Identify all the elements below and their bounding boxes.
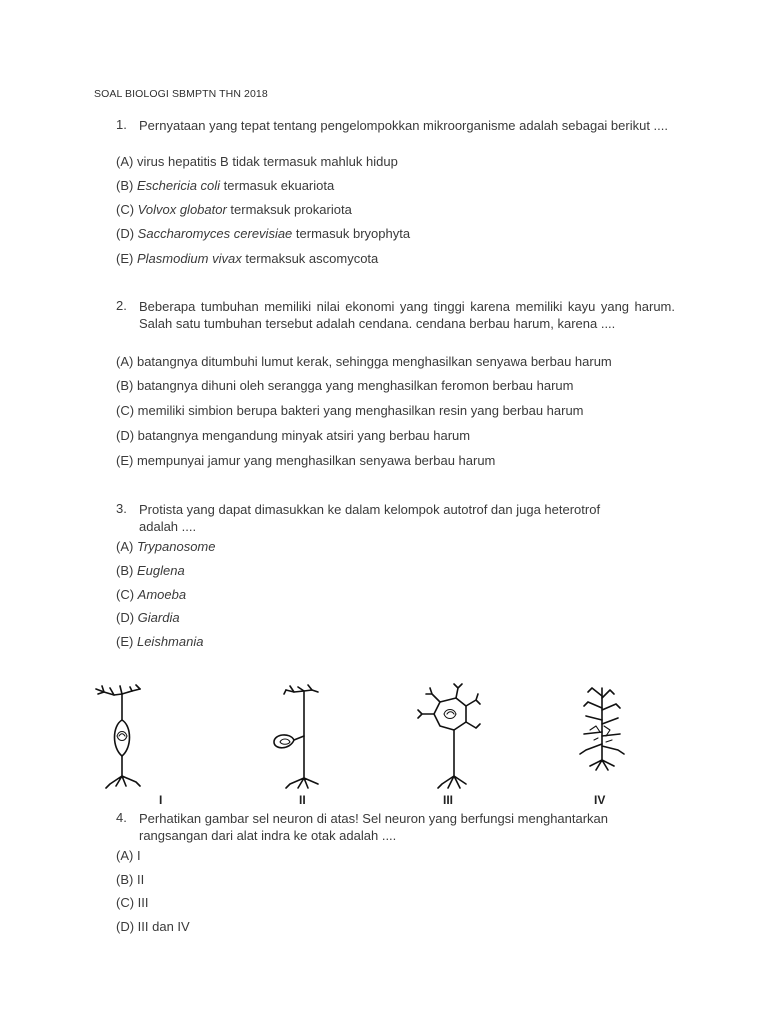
question-4-option-a: (A) I — [116, 848, 141, 863]
question-1-option-e: (E) Plasmodium vivax termaksuk ascomycota — [116, 251, 379, 266]
multipolar-neuron-icon — [418, 684, 480, 788]
question-3-number: 3. — [116, 501, 127, 516]
question-2-option-c: (C) memiliki simbion berupa bakteri yang menghasilkan resin yang berbau harum — [116, 403, 584, 418]
document-title: SOAL BIOLOGI SBMPTN THN 2018 — [94, 88, 268, 100]
question-4-option-c: (C) III — [116, 895, 149, 910]
question-3-text: Protista yang dapat dimasukkan ke dalam kelompok autotrof dan juga heterotrof adalah .... — [139, 502, 601, 534]
question-3-option-e: (E) Leishmania — [116, 634, 204, 649]
unipolar-neuron-icon — [274, 685, 318, 788]
question-2-option-a: (A) batangnya ditumbuhi lumut kerak, sehingga menghasilkan senyawa berbau harum — [116, 354, 612, 369]
figure-label-ii: II — [299, 793, 306, 807]
question-1-number: 1. — [116, 117, 127, 132]
question-2-option-b: (B) batangnya dihuni oleh serangga yang menghasilkan feromon berbau harum — [116, 378, 574, 393]
question-3-option-a: (A) Trypanosome — [116, 539, 216, 554]
question-3-option-b: (B) Euglena — [116, 563, 185, 578]
question-2-number: 2. — [116, 298, 127, 313]
figure-label-iii: III — [443, 793, 454, 807]
question-3-option-c: (C) Amoeba — [116, 587, 187, 602]
question-4-option-d: (D) III dan IV — [116, 919, 190, 934]
question-4-option-b: (B) II — [116, 872, 145, 887]
question-1-option-a: (A) virus hepatitis B tidak termasuk mahluk hidup — [116, 154, 398, 169]
figure-label-iv: IV — [594, 793, 606, 807]
question-4-number: 4. — [116, 810, 127, 825]
question-2-text: Beberapa tumbuhan memiliki nilai ekonomi yang tinggi karena memiliki kayu yang harum. Salah satu tumbuhan tersebut adalah cendana. cendana berbau harum, karena .... — [139, 299, 675, 331]
question-2-option-d: (D) batangnya mengandung minyak atsiri yang berbau harum — [116, 428, 471, 443]
question-1-text: Pernyataan yang tepat tentang pengelompokkan mikroorganisme adalah sebagai berikut .... — [139, 118, 669, 133]
question-1-option-c: (C) Volvox globator termaksuk prokariota — [116, 202, 352, 217]
question-1-option-d: (D) Saccharomyces cerevisiae termasuk bryophyta — [116, 226, 411, 241]
question-3-option-d: (D) Giardia — [116, 610, 180, 625]
neuron-figure — [90, 680, 650, 792]
pyramidal-neuron-icon — [580, 688, 624, 770]
question-2-option-e: (E) mempunyai jamur yang menghasilkan senyawa berbau harum — [116, 453, 496, 468]
bipolar-neuron-icon — [96, 685, 140, 788]
figure-label-i: I — [159, 793, 163, 807]
question-4-text: Perhatikan gambar sel neuron di atas! Sel neuron yang berfungsi menghantarkan rangsangan dari alat indra ke otak adalah .... — [139, 811, 609, 843]
question-1-option-b: (B) Eschericia coli termasuk ekuariota — [116, 178, 335, 193]
